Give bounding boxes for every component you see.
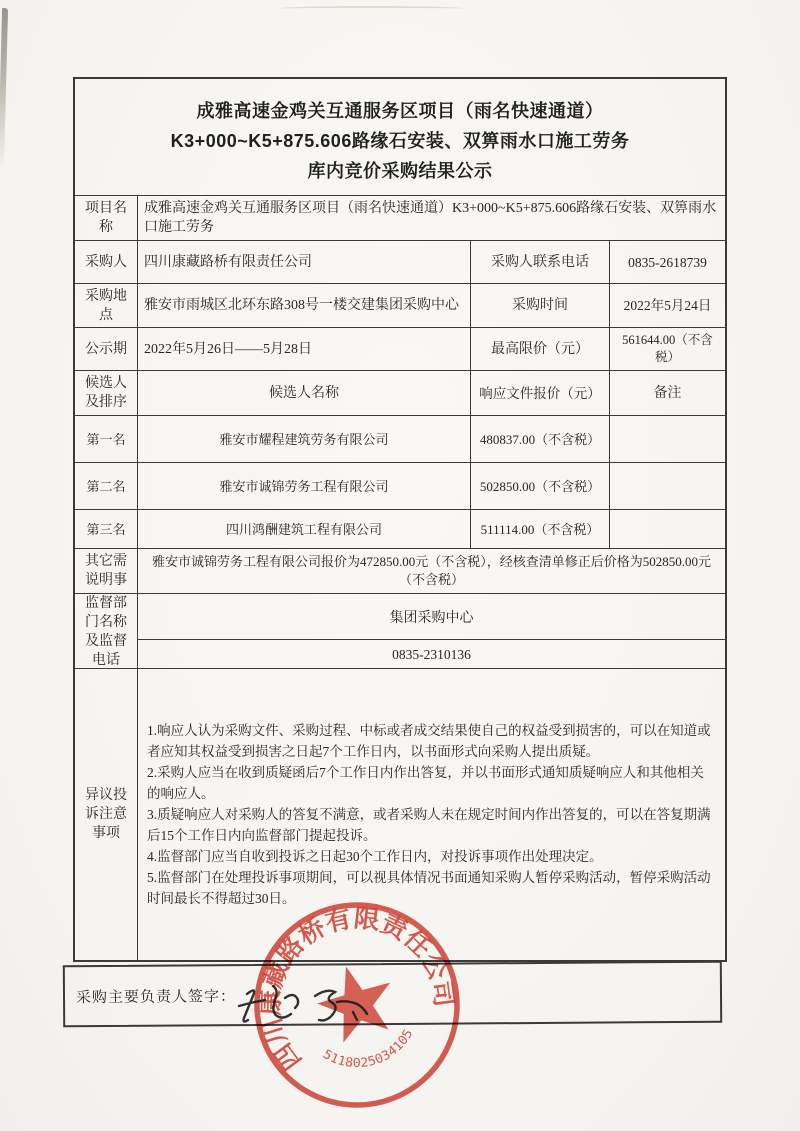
supervision-phone: 0835-2310136 (138, 639, 725, 669)
candidate-row-3 (75, 509, 725, 548)
seal-company-name: 四川康藏路桥有限责任公司 (256, 904, 458, 1076)
handwritten-signature (233, 972, 413, 1038)
project-name-value: 成雅高速金鸡关互通服务区项目（雨名快速通道）K3+000~K5+875.606路缘石安装、双箅雨水口施工劳务 (137, 196, 725, 240)
candidate-note (609, 510, 725, 548)
purchase-time-value: 2022年5月24日 (609, 284, 725, 327)
candidate-name: 雅安市诚锦劳务工程有限公司 (137, 463, 470, 509)
seal-serial-number: 5118025034105 (320, 1026, 416, 1071)
other-note-value: 雅安市诚锦劳务工程有限公司报价为472850.00元（不含税），经核查清单修正后价格为502850.00元（不含税） (137, 549, 725, 593)
dispute-item-4: 4.监督部门应当自收到投诉之日起30个工作日内，对投诉事项作出处理决定。 (147, 849, 603, 864)
purchaser-label: 采购人 (85, 254, 127, 270)
paper-crease-artifact (278, 6, 463, 11)
supervision-values (137, 594, 725, 669)
candidate-note (609, 463, 725, 509)
price-limit-label: 最高限价（元） (470, 328, 609, 370)
candidate-row-1 (75, 415, 725, 462)
candidate-note (609, 416, 725, 462)
title-line-2: K3+000~K5+875.606路缘石安装、双箅雨水口施工劳务 (170, 131, 630, 151)
title-line-1: 成雅高速金鸡关互通服务区项目（雨名快速通道） (196, 101, 604, 121)
purchaser-value: 四川康藏路桥有限责任公司 (137, 241, 470, 283)
candidate-rank: 第一名 (86, 431, 126, 447)
publicity-value: 2022年5月26日——5月28日 (137, 328, 470, 370)
document-title (75, 79, 725, 195)
candidate-price-header: 响应文件报价（元） (470, 371, 609, 415)
purchaser-row (75, 240, 725, 283)
price-limit-value: 561644.00（不含税） (609, 328, 725, 370)
supervision-label: 监督部门名称及监督电话 (85, 595, 127, 668)
publicity-label: 公示期 (85, 341, 127, 357)
purchase-time-label: 采购时间 (470, 284, 609, 327)
dispute-label: 异议投诉注意事项 (85, 788, 127, 841)
other-note-label: 其它需说明事 (85, 554, 127, 588)
project-name-label: 项目名称 (85, 201, 127, 235)
signature-label: 采购主要负责人签字： (75, 988, 237, 1006)
purchaser-phone-label: 采购人联系电话 (470, 241, 609, 283)
location-row (75, 283, 725, 327)
candidates-header-row (75, 370, 725, 415)
candidate-name: 四川鸿酬建筑工程有限公司 (137, 510, 470, 548)
title-line-3: 库内竞价采购结果公示 (307, 161, 493, 181)
candidate-price: 511114.00（不含税） (470, 510, 609, 548)
candidate-price: 480837.00（不含税） (470, 416, 609, 462)
other-note-row (75, 548, 725, 593)
candidate-rank: 第二名 (86, 478, 126, 494)
dispute-item-1: 1.响应人认为采购文件、采购过程、中标或者成交结果使自己的权益受到损害的，可以在知道或者应知其权益受到损害之日起7个工作日内，以书面形式向采购人提出质疑。 (147, 723, 711, 759)
dispute-item-5: 5.监督部门在处理投诉事项期间，可以视具体情况书面通知采购人暂停采购活动，暂停采购活动时间最长不得超过30日。 (147, 870, 711, 906)
candidate-rank: 第三名 (86, 521, 126, 537)
rank-header: 候选人及排序 (85, 376, 127, 410)
scan-edge-artifact (0, 8, 8, 168)
dispute-item-2: 2.采购人应当在收到质疑函后7个工作日内作出答复，并以书面形式通知质疑响应人和其他相关的响应人。 (147, 765, 704, 801)
candidate-price: 502850.00（不含税） (470, 463, 609, 509)
candidate-row-2 (75, 462, 725, 509)
publicity-row (75, 327, 725, 370)
dispute-item-3: 3.质疑响应人对采购人的答复不满意，或者采购人未在规定时间内作出答复的，可以在答复期满后15个工作日内向监督部门提起投诉。 (147, 807, 711, 843)
supervision-department: 集团采购中心 (389, 610, 474, 626)
project-name-row (75, 195, 725, 240)
note-header: 备注 (609, 371, 725, 415)
announcement-table (73, 77, 727, 962)
location-value: 雅安市雨城区北环东路308号一楼交建集团采购中心 (137, 284, 470, 327)
candidate-name: 雅安市耀程建筑劳务有限公司 (137, 416, 470, 462)
candidate-name-header: 候选人名称 (137, 371, 470, 415)
purchaser-phone-value: 0835-2618739 (609, 241, 725, 283)
supervision-row (75, 593, 725, 668)
location-label: 采购地点 (85, 288, 127, 323)
